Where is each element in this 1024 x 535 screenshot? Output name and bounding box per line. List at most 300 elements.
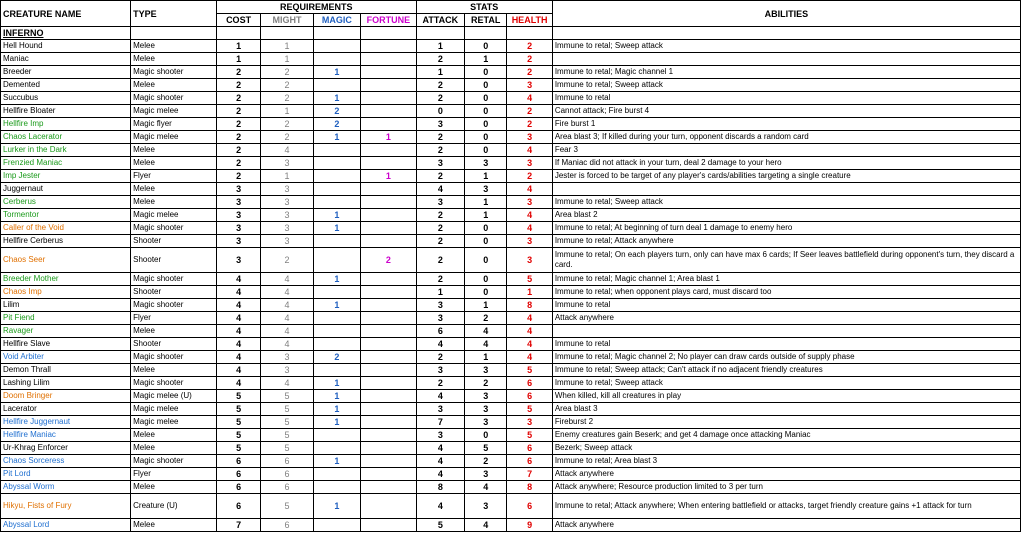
section-label: INFERNO [1,27,131,40]
health-cell: 6 [507,455,552,468]
might-cell: 5 [261,403,313,416]
magic-cell [313,442,360,455]
health-cell: 3 [507,196,552,209]
attack-cell: 2 [416,273,464,286]
retal-cell: 0 [465,92,507,105]
table-row [1,196,1021,209]
fortune-cell [361,416,417,429]
health-cell: 3 [507,416,552,429]
might-cell: 5 [261,494,313,519]
might-cell: 4 [261,273,313,286]
magic-cell: 1 [313,494,360,519]
creature-name: Chaos Imp [1,286,131,299]
magic-cell: 1 [313,416,360,429]
health-cell: 4 [507,144,552,157]
retal-cell: 3 [465,494,507,519]
retal-cell: 3 [465,403,507,416]
health-cell: 5 [507,403,552,416]
magic-cell [313,364,360,377]
retal-cell: 0 [465,286,507,299]
fortune-cell [361,40,417,53]
might-cell: 4 [261,144,313,157]
header-attack: ATTACK [416,14,464,27]
creature-name: Pit Lord [1,468,131,481]
cost-cell: 5 [216,403,260,416]
cost-cell: 4 [216,338,260,351]
magic-cell: 1 [313,131,360,144]
health-cell: 3 [507,131,552,144]
might-cell: 6 [261,481,313,494]
abilities-cell: Immune to retal; Magic channel 2; No player can draw cards outside of supply phase [552,351,1020,364]
table-row [1,403,1021,416]
attack-cell: 8 [416,481,464,494]
health-cell: 7 [507,468,552,481]
health-cell: 4 [507,325,552,338]
might-cell: 1 [261,53,313,66]
attack-cell: 4 [416,494,464,519]
health-cell: 3 [507,79,552,92]
attack-cell: 3 [416,157,464,170]
magic-cell [313,235,360,248]
retal-cell: 1 [465,196,507,209]
retal-cell: 0 [465,79,507,92]
magic-cell [313,157,360,170]
attack-cell: 3 [416,118,464,131]
magic-cell [313,40,360,53]
table-row [1,390,1021,403]
cost-cell: 3 [216,183,260,196]
abilities-cell: Immune to retal; Sweep attack [552,196,1020,209]
might-cell: 4 [261,325,313,338]
fortune-cell [361,118,417,131]
creature-type: Flyer [131,468,217,481]
abilities-cell [552,183,1020,196]
magic-cell [313,519,360,532]
fortune-cell [361,403,417,416]
cost-cell: 5 [216,442,260,455]
abilities-cell: Immune to retal; Magic channel 1; Area blast 1 [552,273,1020,286]
health-cell: 6 [507,377,552,390]
abilities-cell: Jester is forced to be target of any player's cards/abilities targeting a single creature [552,170,1020,183]
fortune-cell [361,312,417,325]
creature-name: Hellfire Bloater [1,105,131,118]
magic-cell: 2 [313,118,360,131]
health-cell: 6 [507,442,552,455]
might-cell: 4 [261,286,313,299]
might-cell: 3 [261,351,313,364]
magic-cell: 1 [313,273,360,286]
cost-cell: 2 [216,144,260,157]
abilities-cell: Fireburst 2 [552,416,1020,429]
cost-cell: 5 [216,416,260,429]
attack-cell: 3 [416,403,464,416]
table-row [1,53,1021,66]
health-cell: 1 [507,286,552,299]
table-row [1,351,1021,364]
magic-cell [313,312,360,325]
magic-cell: 1 [313,390,360,403]
creature-type: Magic melee [131,416,217,429]
table-row [1,183,1021,196]
table-row [1,79,1021,92]
cost-cell: 3 [216,209,260,222]
attack-cell: 2 [416,235,464,248]
abilities-cell: Immune to retal; At beginning of turn deal 1 damage to enemy hero [552,222,1020,235]
health-cell: 2 [507,40,552,53]
attack-cell: 5 [416,519,464,532]
retal-cell: 5 [465,442,507,455]
creature-name: Cerberus [1,196,131,209]
creature-name: Ur-Khrag Enforcer [1,442,131,455]
magic-cell [313,79,360,92]
magic-cell: 1 [313,222,360,235]
might-cell: 3 [261,235,313,248]
creature-name: Lilim [1,299,131,312]
cost-cell: 6 [216,468,260,481]
fortune-cell [361,79,417,92]
table-row [1,299,1021,312]
creature-type: Melee [131,196,217,209]
creature-type: Melee [131,364,217,377]
table-row [1,312,1021,325]
creature-name: Caller of the Void [1,222,131,235]
creature-type: Magic melee [131,131,217,144]
fortune-cell [361,481,417,494]
header-magic: MAGIC [313,14,360,27]
retal-cell: 0 [465,429,507,442]
abilities-cell: Enemy creatures gain Beserk; and get 4 damage once attacking Maniac [552,429,1020,442]
creature-type: Magic shooter [131,222,217,235]
creature-type: Magic melee (U) [131,390,217,403]
attack-cell: 2 [416,351,464,364]
magic-cell [313,325,360,338]
attack-cell: 3 [416,364,464,377]
cost-cell: 2 [216,105,260,118]
fortune-cell: 1 [361,170,417,183]
cost-cell: 2 [216,170,260,183]
table-row [1,416,1021,429]
retal-cell: 0 [465,235,507,248]
abilities-cell: Immune to retal; Sweep attack; Can't attack if no adjacent friendly creatures [552,364,1020,377]
fortune-cell [361,66,417,79]
might-cell: 3 [261,222,313,235]
creature-name: Hellfire Juggernaut [1,416,131,429]
fortune-cell [361,209,417,222]
creature-type: Magic shooter [131,273,217,286]
retal-cell: 1 [465,53,507,66]
magic-cell [313,183,360,196]
header-health: HEALTH [507,14,552,27]
health-cell: 4 [507,312,552,325]
retal-cell: 1 [465,351,507,364]
health-cell: 2 [507,53,552,66]
magic-cell: 1 [313,455,360,468]
might-cell: 4 [261,312,313,325]
creature-name: Succubus [1,92,131,105]
cost-cell: 1 [216,40,260,53]
magic-cell [313,53,360,66]
creature-name: Abyssal Lord [1,519,131,532]
cost-cell: 4 [216,325,260,338]
creature-name: Lurker in the Dark [1,144,131,157]
abilities-cell: Immune to retal; when opponent plays card, must discard too [552,286,1020,299]
retal-cell: 0 [465,248,507,273]
health-cell: 3 [507,157,552,170]
fortune-cell: 2 [361,248,417,273]
creature-type: Magic shooter [131,455,217,468]
health-cell: 4 [507,338,552,351]
creature-type: Melee [131,183,217,196]
table-row [1,209,1021,222]
health-cell: 2 [507,170,552,183]
attack-cell: 2 [416,144,464,157]
might-cell: 4 [261,377,313,390]
creature-type: Shooter [131,248,217,273]
attack-cell: 3 [416,429,464,442]
cost-cell: 5 [216,390,260,403]
retal-cell: 1 [465,170,507,183]
creature-name: Doom Bringer [1,390,131,403]
creature-type: Shooter [131,286,217,299]
health-cell: 6 [507,494,552,519]
retal-cell: 0 [465,40,507,53]
table-row [1,66,1021,79]
table-row [1,222,1021,235]
table-row [1,377,1021,390]
retal-cell: 0 [465,222,507,235]
abilities-cell: Immune to retal [552,92,1020,105]
creature-name: Maniac [1,53,131,66]
creature-type: Magic shooter [131,377,217,390]
abilities-cell: Area blast 3 [552,403,1020,416]
might-cell: 6 [261,455,313,468]
magic-cell: 2 [313,351,360,364]
retal-cell: 2 [465,312,507,325]
abilities-cell: Attack anywhere [552,519,1020,532]
attack-cell: 1 [416,286,464,299]
creature-name: Hellfire Cerberus [1,235,131,248]
fortune-cell [361,105,417,118]
fortune-cell [361,273,417,286]
table-row [1,118,1021,131]
might-cell: 3 [261,364,313,377]
cost-cell: 2 [216,157,260,170]
retal-cell: 0 [465,273,507,286]
abilities-cell: Immune to retal; On each players turn, only can have max 6 cards; If Seer leaves battlefield during opponent's turn, they discard a card. [552,248,1020,273]
fortune-cell [361,519,417,532]
header-stats: STATS [416,1,552,14]
attack-cell: 3 [416,312,464,325]
creature-type: Melee [131,429,217,442]
abilities-cell: If Maniac did not attack in your turn, deal 2 damage to your hero [552,157,1020,170]
creature-type: Flyer [131,170,217,183]
creature-type: Magic melee [131,403,217,416]
magic-cell [313,196,360,209]
attack-cell: 4 [416,455,464,468]
table-row [1,248,1021,273]
creature-type: Magic flyer [131,118,217,131]
table-row [1,273,1021,286]
table-row [1,40,1021,53]
creature-name: Breeder Mother [1,273,131,286]
abilities-cell: Immune to retal; Sweep attack [552,79,1020,92]
cost-cell: 6 [216,455,260,468]
cost-cell: 4 [216,351,260,364]
creature-type: Melee [131,442,217,455]
cost-cell: 3 [216,235,260,248]
retal-cell: 0 [465,131,507,144]
abilities-cell: Immune to retal; Area blast 3 [552,455,1020,468]
fortune-cell [361,442,417,455]
attack-cell: 1 [416,40,464,53]
attack-cell: 1 [416,66,464,79]
cost-cell: 6 [216,494,260,519]
creature-name: Frenzied Maniac [1,157,131,170]
table-row [1,235,1021,248]
retal-cell: 0 [465,105,507,118]
fortune-cell [361,157,417,170]
table-row [1,494,1021,519]
attack-cell: 4 [416,183,464,196]
health-cell: 2 [507,105,552,118]
might-cell: 5 [261,429,313,442]
cost-cell: 1 [216,53,260,66]
health-cell: 2 [507,66,552,79]
retal-cell: 3 [465,416,507,429]
fortune-cell [361,338,417,351]
table-row [1,442,1021,455]
abilities-cell: Area blast 2 [552,209,1020,222]
health-cell: 3 [507,248,552,273]
magic-cell [313,468,360,481]
fortune-cell [361,53,417,66]
creature-type: Magic melee [131,209,217,222]
magic-cell [313,286,360,299]
fortune-cell [361,286,417,299]
fortune-cell [361,351,417,364]
table-row [1,429,1021,442]
table-row [1,338,1021,351]
might-cell: 2 [261,79,313,92]
health-cell: 4 [507,351,552,364]
retal-cell: 4 [465,481,507,494]
attack-cell: 2 [416,209,464,222]
creature-name: Hellfire Slave [1,338,131,351]
might-cell: 2 [261,131,313,144]
table-row [1,105,1021,118]
abilities-cell: Immune to retal; Sweep attack [552,377,1020,390]
might-cell: 4 [261,338,313,351]
fortune-cell [361,468,417,481]
creature-name: Breeder [1,66,131,79]
might-cell: 3 [261,183,313,196]
creature-name: Hikyu, Fists of Fury [1,494,131,519]
attack-cell: 3 [416,196,464,209]
creature-name: Hellfire Maniac [1,429,131,442]
fortune-cell [361,196,417,209]
header-retal: RETAL [465,14,507,27]
magic-cell: 2 [313,105,360,118]
creature-type: Melee [131,481,217,494]
table-row [1,481,1021,494]
might-cell: 1 [261,40,313,53]
retal-cell: 1 [465,209,507,222]
header-abilities: ABILITIES [552,1,1020,27]
abilities-cell: Immune to retal; Attack anywhere [552,235,1020,248]
header-requirements: REQUIREMENTS [216,1,416,14]
fortune-cell [361,377,417,390]
creature-type: Melee [131,144,217,157]
magic-cell [313,170,360,183]
cost-cell: 7 [216,519,260,532]
magic-cell: 1 [313,209,360,222]
creature-name: Chaos Lacerator [1,131,131,144]
table-row [1,468,1021,481]
creature-type: Melee [131,157,217,170]
table-row [1,325,1021,338]
magic-cell [313,481,360,494]
abilities-cell: Immune to retal [552,299,1020,312]
fortune-cell [361,299,417,312]
abilities-cell: Fire burst 1 [552,118,1020,131]
retal-cell: 3 [465,390,507,403]
creature-name: Chaos Sorceress [1,455,131,468]
retal-cell: 4 [465,519,507,532]
header-type: TYPE [131,1,217,27]
creature-type: Flyer [131,312,217,325]
attack-cell: 2 [416,222,464,235]
cost-cell: 2 [216,131,260,144]
abilities-cell: Immune to retal; Magic channel 1 [552,66,1020,79]
creature-name: Juggernaut [1,183,131,196]
cost-cell: 3 [216,248,260,273]
table-row [1,519,1021,532]
health-cell: 8 [507,299,552,312]
magic-cell: 1 [313,66,360,79]
magic-cell: 1 [313,403,360,416]
magic-cell: 1 [313,299,360,312]
might-cell: 6 [261,519,313,532]
cost-cell: 4 [216,312,260,325]
retal-cell: 0 [465,118,507,131]
might-cell: 2 [261,118,313,131]
table-row [1,157,1021,170]
health-cell: 5 [507,429,552,442]
cost-cell: 4 [216,364,260,377]
header-creature-name: CREATURE NAME [1,1,131,27]
cost-cell: 4 [216,273,260,286]
creature-name: Demon Thrall [1,364,131,377]
abilities-cell: Immune to retal [552,338,1020,351]
attack-cell: 2 [416,377,464,390]
creature-type: Magic shooter [131,92,217,105]
cost-cell: 2 [216,66,260,79]
abilities-cell: Immune to retal; Attack anywhere; When entering battlefield or attacks, target friendly creature gains +1 attack for turn [552,494,1020,519]
might-cell: 2 [261,66,313,79]
abilities-cell: Immune to retal; Sweep attack [552,40,1020,53]
health-cell: 4 [507,183,552,196]
magic-cell: 1 [313,377,360,390]
magic-cell [313,338,360,351]
retal-cell: 0 [465,66,507,79]
might-cell: 5 [261,416,313,429]
might-cell: 1 [261,170,313,183]
abilities-cell: Attack anywhere [552,468,1020,481]
abilities-cell [552,325,1020,338]
retal-cell: 0 [465,144,507,157]
header-might: MIGHT [261,14,313,27]
creature-name: Tormentor [1,209,131,222]
